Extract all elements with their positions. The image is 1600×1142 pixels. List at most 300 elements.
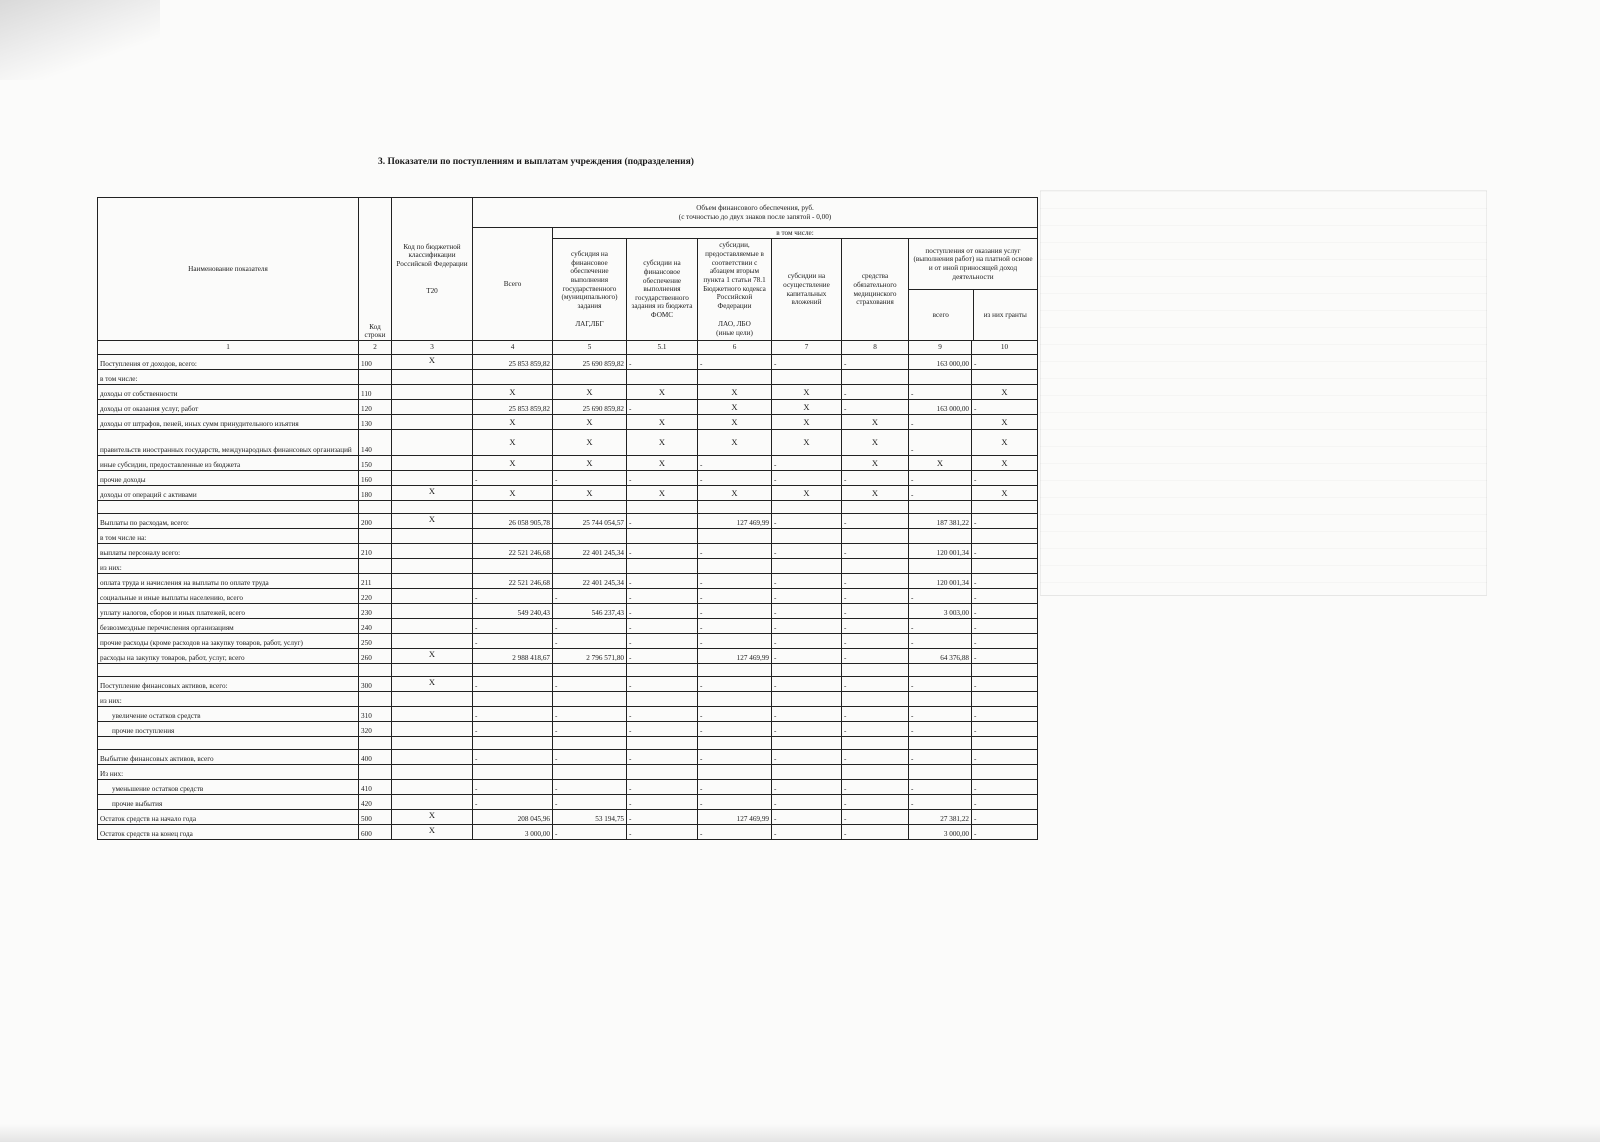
row-value [627,765,698,780]
row-value: - [842,722,909,737]
table-body [98,355,1038,840]
row-value: - [972,544,1038,559]
table-row [98,825,1038,840]
row-value: X [972,456,1038,471]
row-value: X [842,456,909,471]
row-value: X [553,430,627,456]
row-value: - [772,634,842,649]
row-kbk [392,415,473,430]
column-number: 6 [698,341,772,355]
row-value: - [972,707,1038,722]
row-kbk: X [392,825,473,840]
header-kbk-sub: Т20 [426,286,438,295]
row-value [473,529,553,544]
row-value: - [627,544,698,559]
row-value: - [473,589,553,604]
row-code: 200 [359,514,392,529]
row-name: прочие доходы [98,471,359,486]
row-value [553,559,627,574]
row-code: 320 [359,722,392,737]
row-value: - [473,780,553,795]
row-value: - [972,514,1038,529]
row-kbk [392,692,473,707]
row-value [972,559,1038,574]
row-code: 110 [359,385,392,400]
row-value: - [772,604,842,619]
column-number: 2 [359,341,392,355]
row-value [473,737,553,750]
table-row [98,649,1038,664]
row-value: - [553,795,627,810]
row-value: - [698,574,772,589]
row-value: X [972,486,1038,501]
row-value [473,501,553,514]
table-row [98,514,1038,529]
row-value: - [627,795,698,810]
table-row [98,707,1038,722]
row-code: 100 [359,355,392,370]
row-value: - [972,810,1038,825]
header-col-7: субсидии на осуществление капитальных вложений [772,239,842,341]
row-value: - [473,619,553,634]
table-row [98,604,1038,619]
row-name [98,664,359,677]
row-code: 220 [359,589,392,604]
row-value [627,737,698,750]
row-name: из них: [98,692,359,707]
row-value [772,737,842,750]
table-row [98,456,1038,471]
row-value [627,529,698,544]
row-value: - [972,400,1038,415]
row-value: X [627,385,698,400]
row-code: 300 [359,677,392,692]
row-value: 25 853 859,82 [473,355,553,370]
row-value: 3 000,00 [909,825,972,840]
row-name: в том числе на: [98,529,359,544]
row-value [473,559,553,574]
row-value: X [698,415,772,430]
row-name [98,737,359,750]
row-value: - [553,825,627,840]
column-number: 8 [842,341,909,355]
row-value: - [909,795,972,810]
row-value: - [909,619,972,634]
row-name: Выбытие финансовых активов, всего [98,750,359,765]
row-kbk [392,707,473,722]
row-value: - [972,722,1038,737]
row-value: X [627,456,698,471]
row-value [772,664,842,677]
row-value [842,501,909,514]
row-value: - [972,750,1038,765]
row-value [553,765,627,780]
header-col-5 [553,239,627,341]
row-code: 410 [359,780,392,795]
row-value: - [627,649,698,664]
row-value: - [473,795,553,810]
row-value: 546 237,43 [553,604,627,619]
row-value: 64 376,88 [909,649,972,664]
row-code: 230 [359,604,392,619]
row-code [359,692,392,707]
row-value: - [553,471,627,486]
row-value: - [627,750,698,765]
row-value: 3 000,00 [473,825,553,840]
row-kbk [392,529,473,544]
table-row [98,501,1038,514]
row-name: доходы от собственности [98,385,359,400]
row-value: X [772,415,842,430]
row-value: - [553,750,627,765]
row-value: - [473,707,553,722]
table-row [98,574,1038,589]
table-row [98,722,1038,737]
row-code [359,529,392,544]
row-kbk [392,765,473,780]
row-code [359,664,392,677]
row-value: - [842,825,909,840]
row-value [972,501,1038,514]
row-value: - [842,471,909,486]
row-value [972,765,1038,780]
page-bottom-edge [0,1124,1600,1142]
row-value [842,370,909,385]
row-value: X [473,486,553,501]
row-value: X [473,415,553,430]
row-value: X [473,456,553,471]
row-code: 210 [359,544,392,559]
row-value: - [698,619,772,634]
row-value: 3 003,00 [909,604,972,619]
row-kbk: X [392,514,473,529]
row-value [698,370,772,385]
row-kbk: X [392,649,473,664]
row-value: - [473,471,553,486]
row-value: - [842,649,909,664]
row-value: - [909,589,972,604]
row-value: - [909,707,972,722]
table-row [98,750,1038,765]
row-code: 140 [359,430,392,456]
table-row [98,355,1038,370]
row-value [842,664,909,677]
row-value [842,559,909,574]
row-value: - [627,707,698,722]
row-value: 22 521 246,68 [473,574,553,589]
row-value: 120 001,34 [909,544,972,559]
row-value: X [627,430,698,456]
row-value [698,529,772,544]
row-value: 549 240,43 [473,604,553,619]
row-code: 150 [359,456,392,471]
header-col-5-label: субсидия на финансовое обеспечение выполнения государственного (муниципального) задания [561,249,618,310]
row-value [627,559,698,574]
table-row [98,664,1038,677]
row-value: 53 194,75 [553,810,627,825]
row-value: X [772,385,842,400]
row-value [909,692,972,707]
row-value: - [698,604,772,619]
row-kbk [392,385,473,400]
row-value: X [698,400,772,415]
row-value: - [553,707,627,722]
row-code: 130 [359,415,392,430]
row-value [698,559,772,574]
row-value: - [627,722,698,737]
row-value: X [698,385,772,400]
row-value: X [698,486,772,501]
row-value: - [473,677,553,692]
row-value: - [842,677,909,692]
row-value: - [972,795,1038,810]
row-kbk [392,664,473,677]
row-name: Из них: [98,765,359,780]
row-value: - [972,825,1038,840]
header-paid-total: всего [909,290,974,340]
column-number: 4 [473,341,553,355]
row-value [909,370,972,385]
row-value: - [909,471,972,486]
row-value: - [842,400,909,415]
row-value: - [972,780,1038,795]
row-value: - [698,795,772,810]
row-value: - [627,619,698,634]
row-value: - [909,677,972,692]
row-value: - [842,634,909,649]
row-value: - [842,385,909,400]
row-value: X [553,456,627,471]
row-value [972,737,1038,750]
row-kbk [392,634,473,649]
page-corner-fold [0,0,160,80]
row-value: - [627,780,698,795]
row-value: - [842,574,909,589]
row-value: 127 469,99 [698,649,772,664]
row-kbk [392,544,473,559]
section-title: 3. Показатели по поступлениям и выплатам учреждения (подразделения) [378,157,694,167]
row-name: расходы на закупку товаров, работ, услуг, всего [98,649,359,664]
row-kbk [392,737,473,750]
row-value: - [909,415,972,430]
row-value: - [627,604,698,619]
row-value: 163 000,00 [909,400,972,415]
row-value: 22 401 245,34 [553,544,627,559]
row-value [972,664,1038,677]
table-row [98,370,1038,385]
header-col-5-1: субсидии на финансовое обеспечение выполнения государственного задания из бюджета ФОМС [627,239,698,341]
row-value: - [972,649,1038,664]
row-value: - [698,634,772,649]
row-kbk [392,574,473,589]
row-value: - [842,604,909,619]
row-kbk [392,589,473,604]
row-value: X [553,486,627,501]
row-kbk [392,619,473,634]
row-value: - [842,750,909,765]
row-value [553,737,627,750]
row-code: 120 [359,400,392,415]
row-value [909,529,972,544]
row-value: - [842,355,909,370]
row-value: 208 045,96 [473,810,553,825]
row-value: - [842,544,909,559]
row-value: - [627,514,698,529]
row-value: - [772,810,842,825]
row-value: - [972,677,1038,692]
row-kbk [392,795,473,810]
row-code [359,559,392,574]
row-name: уменьшение остатков средств [98,780,359,795]
row-value: - [698,471,772,486]
header-col-6 [698,239,772,341]
row-code: 180 [359,486,392,501]
row-value: 22 521 246,68 [473,544,553,559]
row-kbk [392,722,473,737]
row-value: - [698,707,772,722]
row-value: - [627,355,698,370]
row-name: доходы от операций с активами [98,486,359,501]
row-value: 127 469,99 [698,514,772,529]
row-value: - [627,589,698,604]
row-kbk [392,471,473,486]
header-col-6-sub2: (иные цели) [716,329,753,338]
row-value: - [553,780,627,795]
row-value [473,692,553,707]
row-value: - [698,544,772,559]
row-value [909,501,972,514]
table-row [98,400,1038,415]
row-value: - [842,589,909,604]
row-code: 600 [359,825,392,840]
row-value: - [972,589,1038,604]
row-value [553,501,627,514]
row-value: - [772,589,842,604]
row-value: - [772,795,842,810]
row-name: в том числе: [98,370,359,385]
row-value: X [842,415,909,430]
row-value [772,559,842,574]
row-value: - [772,514,842,529]
row-value: - [972,355,1038,370]
row-code: 420 [359,795,392,810]
row-value: 127 469,99 [698,810,772,825]
row-value [842,765,909,780]
row-kbk: X [392,677,473,692]
row-name: иные субсидии, предоставленные из бюджета [98,456,359,471]
row-name: доходы от оказания услуг, работ [98,400,359,415]
row-value: X [972,430,1038,456]
row-value: - [909,780,972,795]
row-value: - [772,544,842,559]
row-value: 2 796 571,80 [553,649,627,664]
row-value [627,501,698,514]
row-value: X [909,456,972,471]
row-value: - [842,780,909,795]
row-value [698,737,772,750]
row-value: - [972,471,1038,486]
row-value: - [909,750,972,765]
row-value [909,765,972,780]
row-value: 25 853 859,82 [473,400,553,415]
row-value [473,664,553,677]
table-row [98,471,1038,486]
row-value: - [473,634,553,649]
row-value: - [627,810,698,825]
row-value: X [473,430,553,456]
row-value [772,692,842,707]
bleed-through-table [1040,190,1487,596]
table-row [98,430,1038,456]
row-kbk [392,501,473,514]
row-kbk [392,400,473,415]
row-value: 26 058 905,78 [473,514,553,529]
row-value: - [772,574,842,589]
row-value: X [772,486,842,501]
column-number: 9 [909,341,972,355]
header-kbk [392,198,473,341]
row-name: прочие выбытия [98,795,359,810]
row-value: X [553,385,627,400]
row-name: доходы от штрафов, пеней, иных сумм принудительного изъятия [98,415,359,430]
indicators-table [97,197,1038,840]
row-value: - [842,707,909,722]
table-row [98,559,1038,574]
row-value: - [842,810,909,825]
row-value: - [972,574,1038,589]
row-code: 400 [359,750,392,765]
table-row [98,544,1038,559]
column-numbers-row [98,341,1038,355]
row-value: - [772,619,842,634]
row-name: социальные и иные выплаты населению, всего [98,589,359,604]
row-value: - [627,825,698,840]
row-kbk [392,456,473,471]
row-code: 250 [359,634,392,649]
table-row [98,765,1038,780]
table-row [98,677,1038,692]
table-row [98,529,1038,544]
row-value: 163 000,00 [909,355,972,370]
row-value: X [553,415,627,430]
row-kbk [392,430,473,456]
row-name: прочие поступления [98,722,359,737]
header-code: Код строки [359,198,392,341]
row-value [698,692,772,707]
row-value: - [842,795,909,810]
column-number: 10 [972,341,1038,355]
row-value [473,765,553,780]
row-value: - [698,722,772,737]
row-value [553,370,627,385]
header-col-8: средства обязательного медицинского страхования [842,239,909,341]
row-value: - [698,355,772,370]
row-code [359,765,392,780]
row-value: - [698,456,772,471]
row-name: прочие расходы (кроме расходов на закупку товаров, работ, услуг) [98,634,359,649]
row-value: - [772,780,842,795]
row-value: X [772,400,842,415]
row-value [627,692,698,707]
column-number: 5 [553,341,627,355]
row-code: 500 [359,810,392,825]
row-kbk: X [392,355,473,370]
row-name: выплаты персоналу всего: [98,544,359,559]
row-value: - [772,722,842,737]
table-row [98,810,1038,825]
row-kbk [392,370,473,385]
row-value: - [772,471,842,486]
